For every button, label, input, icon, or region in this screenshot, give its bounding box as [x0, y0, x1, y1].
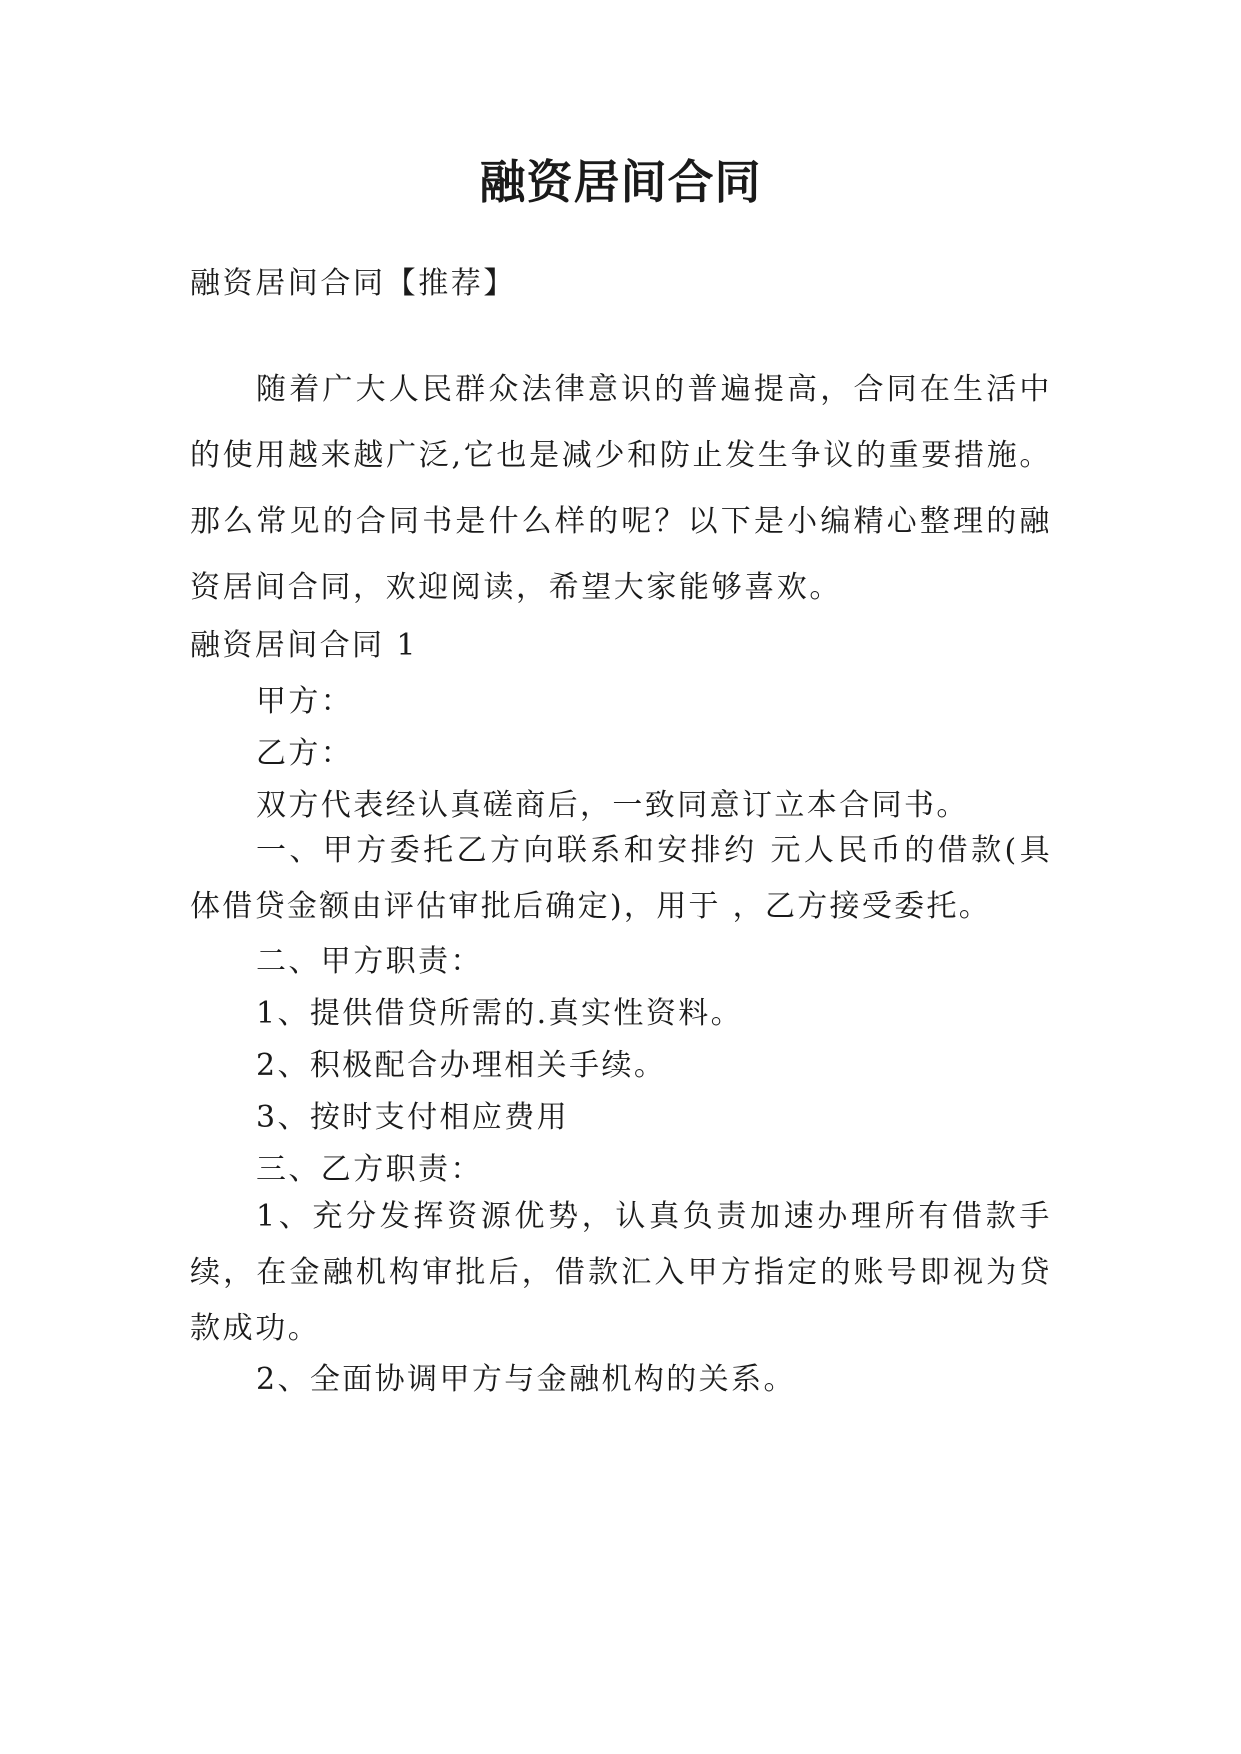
section-heading: 融资居间合同 1: [190, 628, 418, 663]
party-b-label: 乙方：: [256, 736, 354, 771]
clause-2-heading: 二、甲方职责：: [256, 944, 483, 979]
clause-1: 一、甲方委托乙方向联系和安排约 元人民币的借款(具体借贷金额由评估审批后确定)，用于 ，乙方接受委托。: [190, 833, 1052, 924]
intro-paragraph: 随着广大人民群众法律意识的普遍提高，合同在生活中的使用越来越广泛,它也是减少和防止发生争议的重要措施。那么常见的合同书是什么样的呢？以下是小编精心整理的融资居间合同，欢迎阅读，希望大家能够喜欢。: [190, 372, 1052, 605]
document-subtitle: 融资居间合同【推荐】: [190, 266, 516, 301]
party-a-label: 甲方：: [256, 684, 354, 719]
agreement-sentence: 双方代表经认真磋商后，一致同意订立本合同书。: [256, 788, 969, 823]
clause-3-item: 1、充分发挥资源优势，认真负责加速办理所有借款手续，在金融机构审批后，借款汇入甲方指定的账号即视为贷款成功。: [190, 1199, 1052, 1346]
clause-2-item: 2、积极配合办理相关手续。: [256, 1048, 667, 1083]
document-title: 融资居间合同: [479, 155, 762, 209]
clause-3-heading: 三、乙方职责：: [256, 1152, 483, 1187]
clause-2-item: 1、提供借贷所需的.真实性资料。: [256, 996, 744, 1031]
clause-3-item: 2、全面协调甲方与金融机构的关系。: [256, 1362, 796, 1397]
clause-2-item: 3、按时支付相应费用: [256, 1100, 570, 1135]
